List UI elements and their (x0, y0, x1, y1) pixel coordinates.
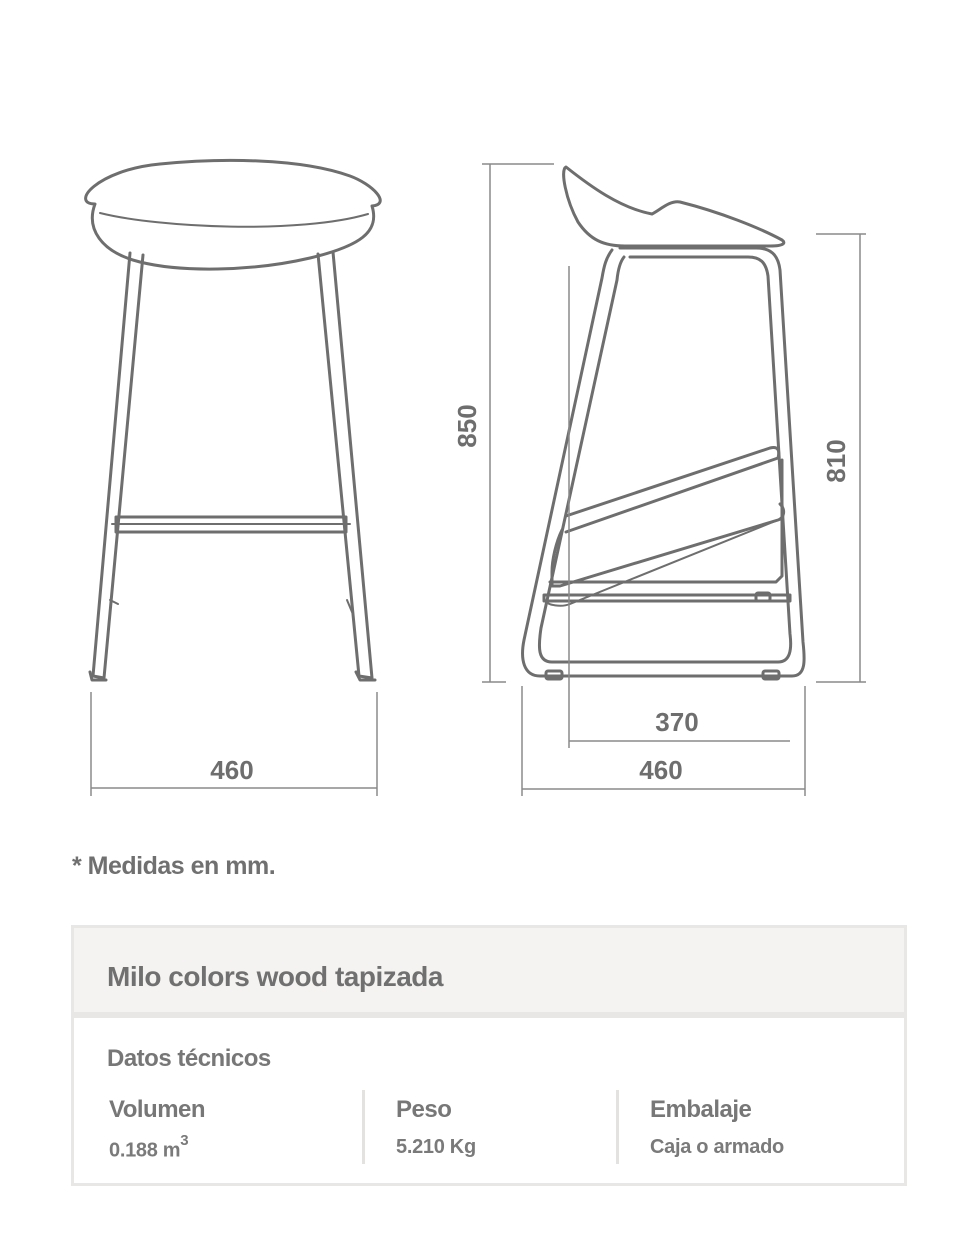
dim-side-depth-inner-label: 370 (655, 707, 699, 737)
dim-side-depth-total-label: 460 (639, 755, 683, 785)
dim-side-height-total-label: 850 (452, 404, 482, 448)
footrest-side-diagonal-b (552, 504, 784, 586)
spec-volume (109, 1090, 359, 1164)
spec-card (71, 925, 907, 1186)
volume-unit-power: 3 (180, 1132, 189, 1149)
seat-side (564, 167, 784, 246)
units-footnote: * Medidas en mm. (72, 852, 276, 880)
volume-value: 0.188 m (109, 1139, 181, 1162)
spec-subtitle: Datos técnicos (107, 1045, 271, 1072)
seat-front-edge (100, 213, 368, 227)
weight-value: 5.210 Kg (396, 1136, 476, 1158)
leg-front-right (318, 252, 372, 678)
weight-label: Peso (396, 1096, 452, 1123)
frame-side-outer (523, 248, 805, 676)
volume-label: Volumen (109, 1096, 206, 1123)
footrest-side-lower (550, 460, 782, 582)
spec-weight (362, 1090, 616, 1164)
footrest-side-diagonal-a (566, 447, 779, 532)
stool-side-view (523, 167, 805, 679)
leg-front-left (93, 253, 143, 678)
dim-front-width-label: 460 (210, 755, 254, 785)
product-title: Milo colors wood tapizada (107, 961, 443, 992)
volume-value-wrap (109, 1132, 359, 1163)
stool-front-view (86, 160, 381, 680)
spec-packaging (616, 1090, 890, 1164)
packaging-label: Embalaje (650, 1096, 752, 1123)
packaging-value: Caja o armado (650, 1136, 784, 1158)
dim-side-height-seat-label: 810 (821, 439, 851, 483)
